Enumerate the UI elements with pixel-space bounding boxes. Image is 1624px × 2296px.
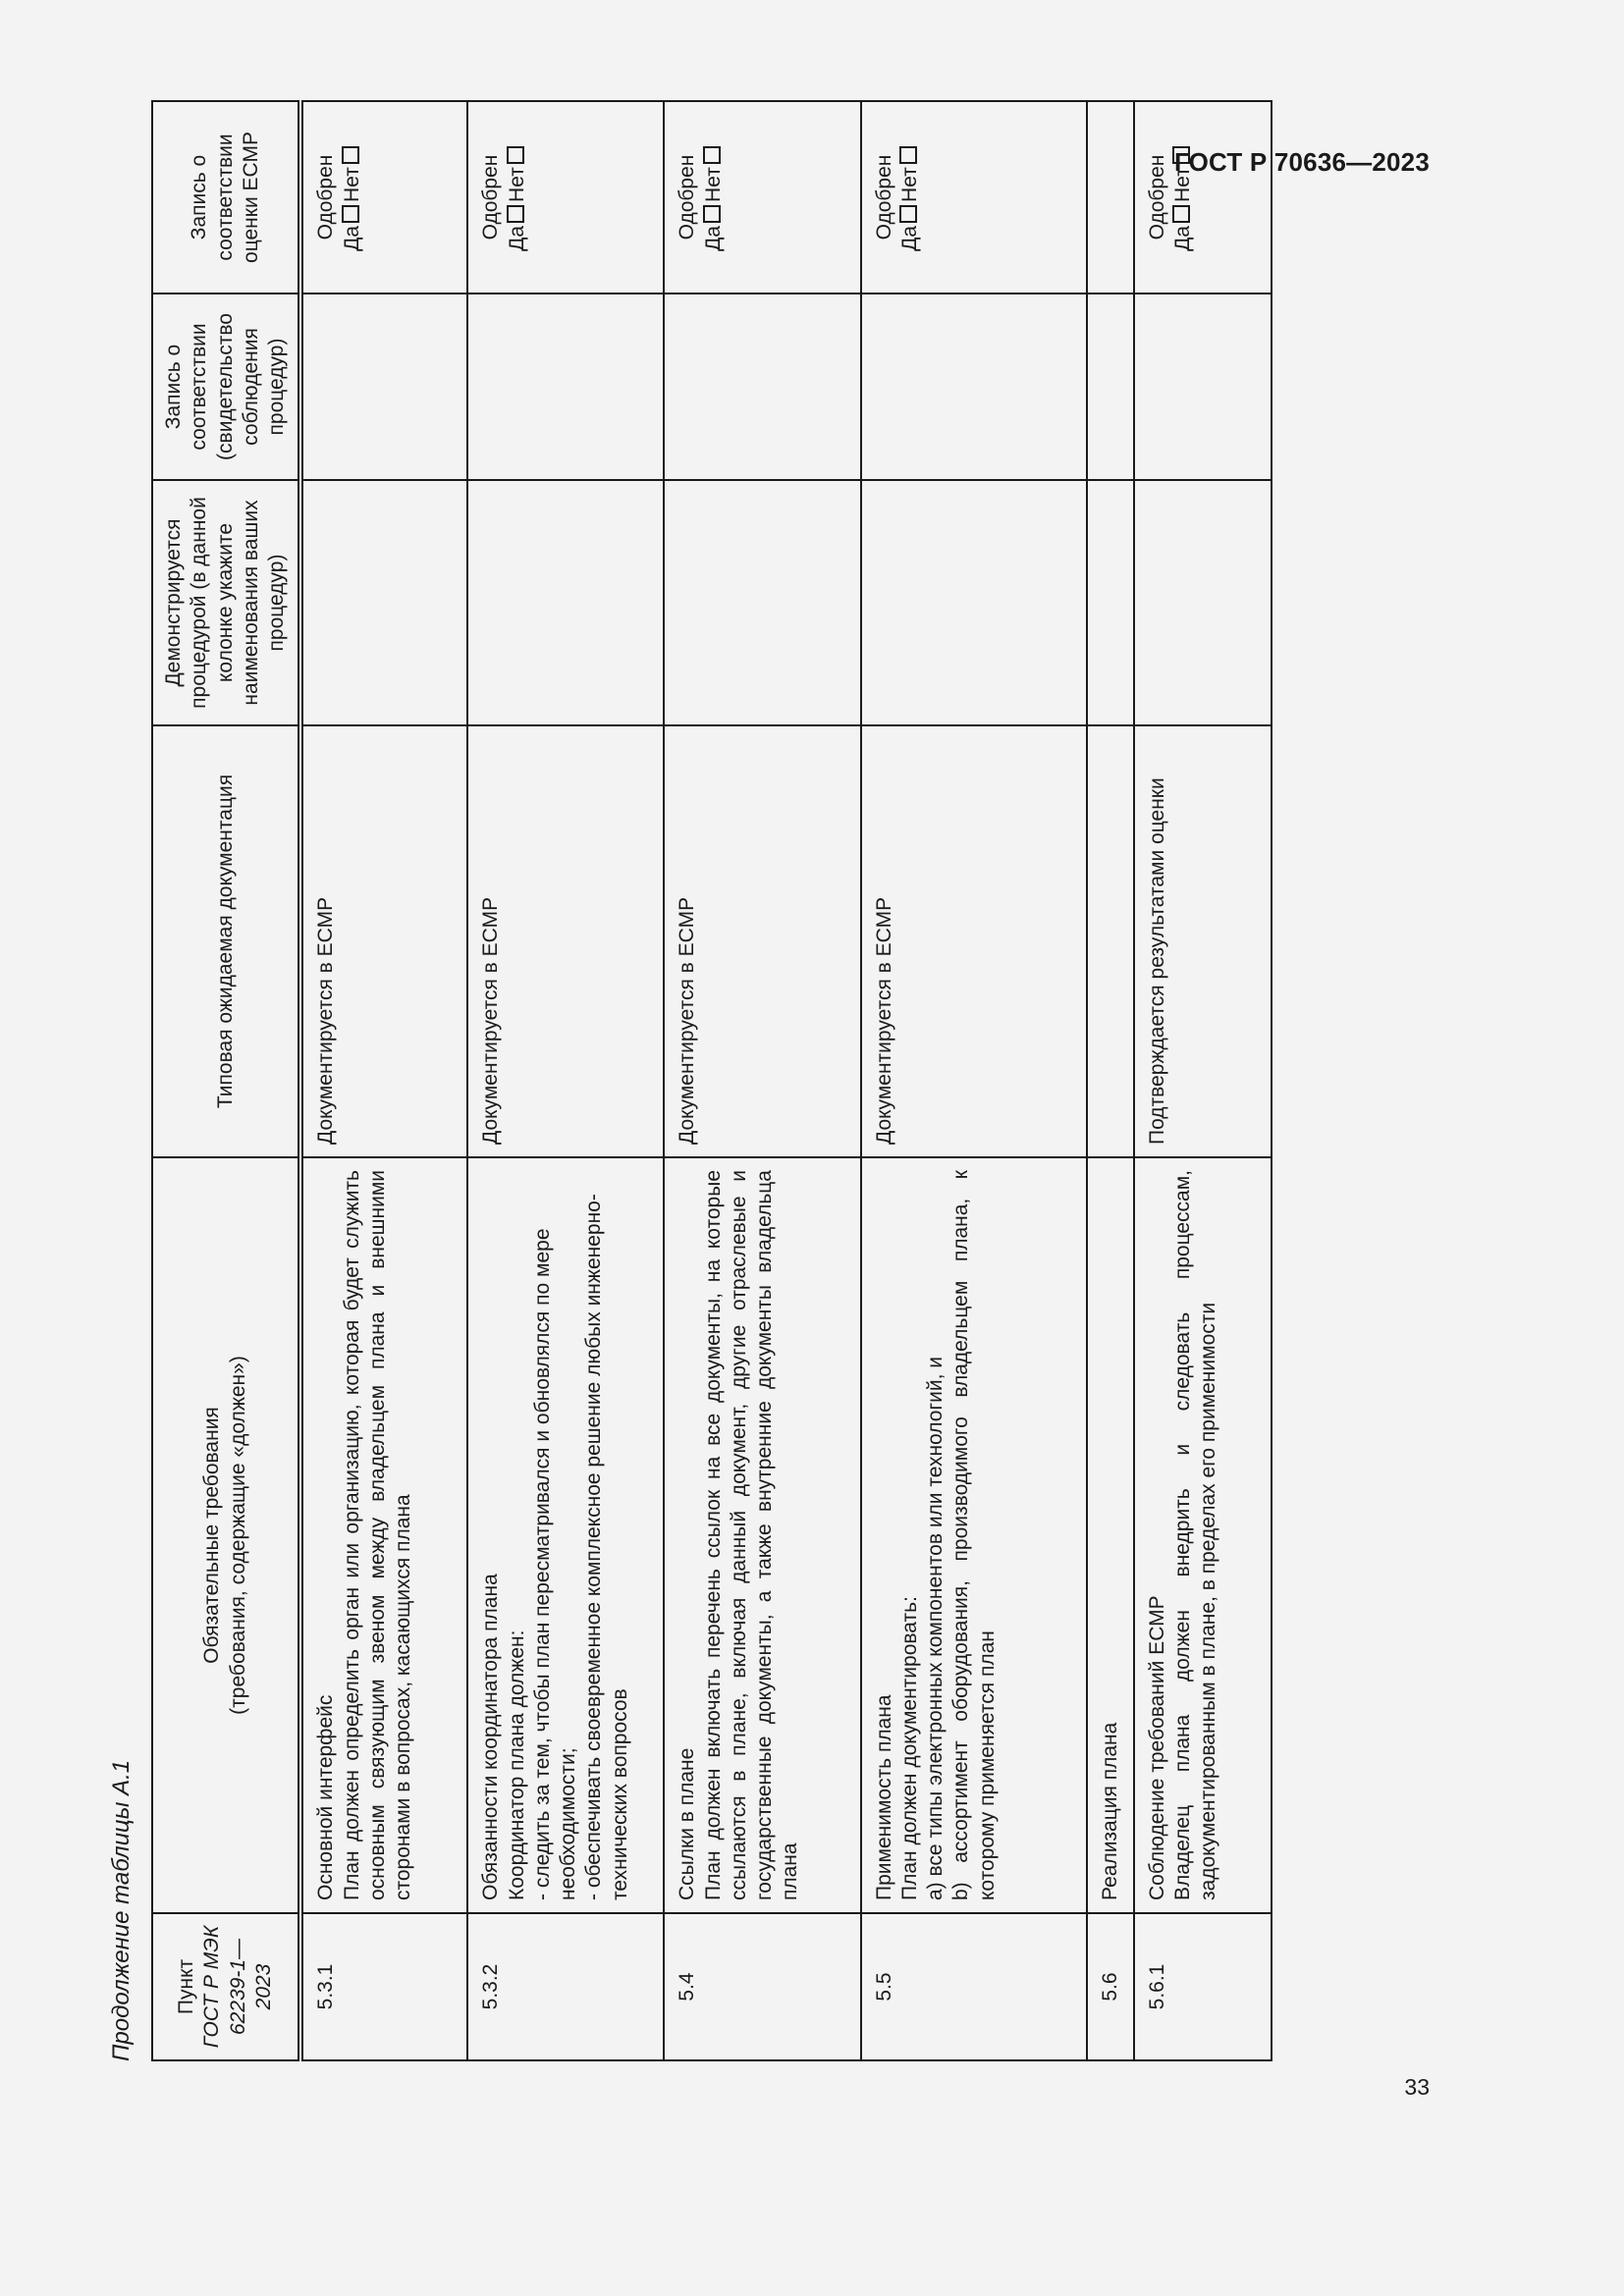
no-checkbox[interactable] [507,146,524,164]
compliance-cell[interactable] [300,294,467,480]
no-checkbox[interactable] [342,146,359,164]
requirement-text: Обязанности координатора плана Координатор плана должен: - следить за тем, чтобы план пересматривался и обновлялся по мере необходимости; - обеспечивать своевременное комплексное решение любых инженерно-технических вопросов [467,1157,664,1913]
requirement-text: Основной интерфейс План должен определить орган или организацию, которая будет служить основным связующим звеном между владельцем плана и внешними сторонами в вопросах, касающихся плана [300,1157,467,1913]
no-checkbox[interactable] [899,146,917,164]
column-header-clause: Пункт ГОСТ Р МЭК 62239-1— 2023 [152,1913,300,2060]
approval-cell: Одобрен ДаНет [1134,101,1272,294]
column-header-requirements: Обязательные требования (требования, содержащие «должен») [152,1157,300,1913]
requirement-text: Соблюдение требований ЕСМР Владелец плана должен внедрить и следовать процессам, задокументированным в плане, в пределах его применимости [1134,1157,1272,1913]
requirement-text: Реализация плана [1087,1157,1134,1913]
procedure-cell[interactable] [861,480,1087,725]
compliance-cell[interactable] [1087,294,1134,480]
compliance-cell[interactable] [1134,294,1272,480]
documentation-cell: Документируется в ЕСМР [467,725,664,1157]
table-continuation-caption: Продолжение таблицы А.1 [108,1759,135,2061]
documentation-cell [1087,725,1134,1157]
documentation-cell: Документируется в ЕСМР [861,725,1087,1157]
table-row [300,101,467,2060]
yes-checkbox[interactable] [703,205,721,223]
compliance-cell[interactable] [861,294,1087,480]
no-checkbox[interactable] [1172,146,1190,164]
procedure-cell[interactable] [664,480,860,725]
yes-checkbox[interactable] [899,205,917,223]
clause-number: 5.4 [664,1913,860,2060]
clause-number: 5.5 [861,1913,1087,2060]
requirement-text: Применимость плана План должен документировать: a) все типы электронных компонентов или технологий, и b) ассортимент оборудования, производимого владельцем плана, к которому применяется план [861,1157,1087,1913]
column-header-ecmp-record: Запись о соответствии оценки ЕСМР [152,101,300,294]
yes-checkbox[interactable] [342,205,359,223]
table-row [1087,101,1134,2060]
approval-cell-empty [1087,101,1134,294]
column-header-compliance-record: Запись о соответствии (свидетельство соблюдения процедур) [152,294,300,480]
procedure-cell[interactable] [300,480,467,725]
approval-cell: Одобрен ДаНет [467,101,664,294]
clause-number: 5.3.2 [467,1913,664,2060]
compliance-cell[interactable] [467,294,664,480]
column-header-procedure: Демонстрируется процедурой (в данной колонке укажите наименования ваших процедур) [152,480,300,725]
documentation-cell: Подтверждается результатами оценки [1134,725,1272,1157]
table-row [1134,101,1272,2060]
no-checkbox[interactable] [703,146,721,164]
page-number: 33 [1404,2074,1430,2100]
table-row [664,101,860,2060]
documentation-cell: Документируется в ЕСМР [664,725,860,1157]
documentation-cell: Документируется в ЕСМР [300,725,467,1157]
rotated-table-block [108,132,1276,2061]
approval-cell: Одобрен ДаНет [300,101,467,294]
approval-cell: Одобрен ДаНет [664,101,860,294]
clause-number: 5.3.1 [300,1913,467,2060]
standard-header: ГОСТ Р 70636—2023 [1174,147,1430,177]
procedure-cell[interactable] [1134,480,1272,725]
clause-number: 5.6.1 [1134,1913,1272,2060]
table-row [467,101,664,2060]
approval-cell: Одобрен ДаНет [861,101,1087,294]
compliance-cell[interactable] [664,294,860,480]
table-row [861,101,1087,2060]
requirements-table [151,100,1272,2061]
procedure-cell[interactable] [1087,480,1134,725]
clause-number: 5.6 [1087,1913,1134,2060]
column-header-documentation: Типовая ожидаемая документация [152,725,300,1157]
yes-checkbox[interactable] [507,205,524,223]
requirement-text: Ссылки в плане План должен включать перечень ссылок на все документы, на которые ссылаются в плане, включая данный документ, другие отраслевые и государственные документы, а также внутренние документы владельца плана [664,1157,860,1913]
procedure-cell[interactable] [467,480,664,725]
yes-checkbox[interactable] [1172,205,1190,223]
